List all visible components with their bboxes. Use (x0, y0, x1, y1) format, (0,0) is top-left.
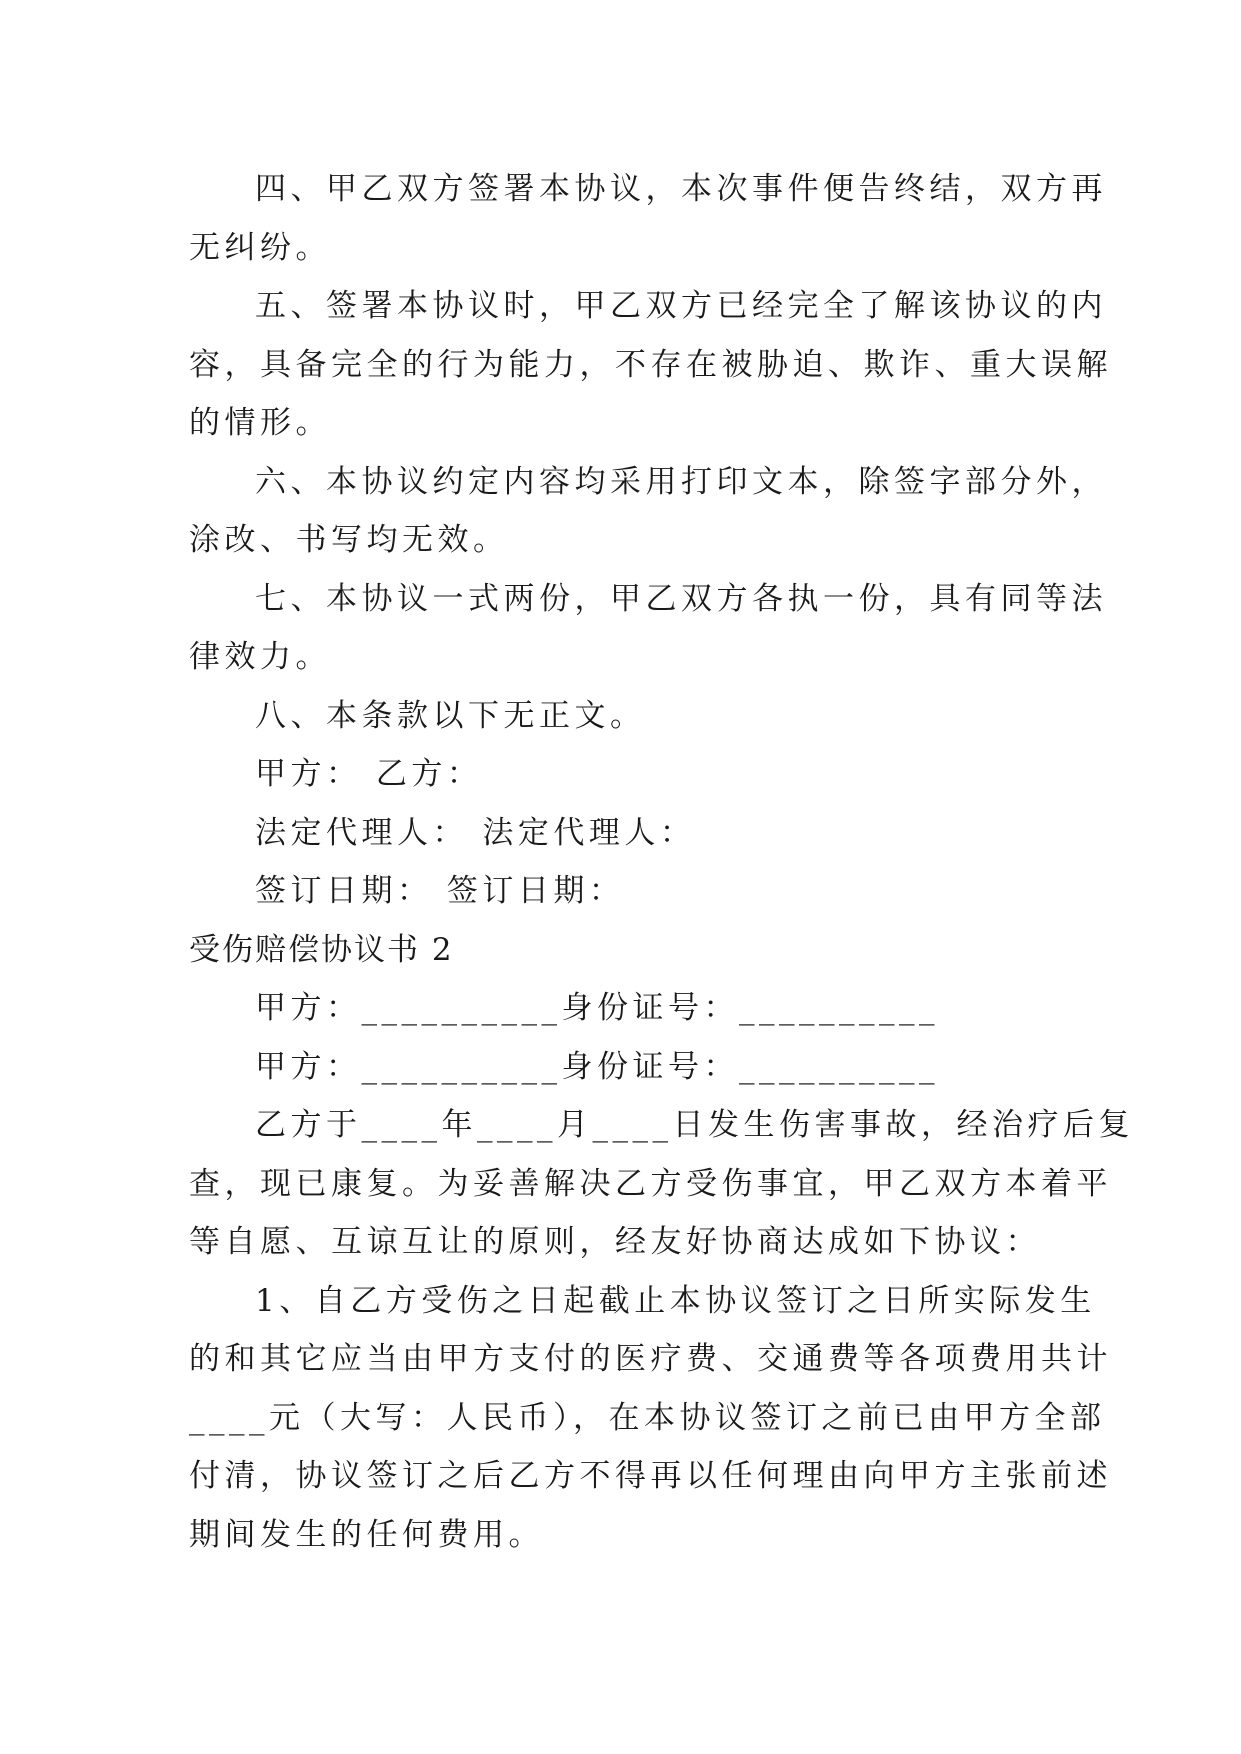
preamble-line-3: 等自愿、互谅互让的原则，经友好协商达成如下协议： (189, 1224, 1041, 1260)
clause-5-line-2: 容，具备完全的行为能力，不存在被胁迫、欺诈、重大误解 (189, 346, 1112, 383)
preamble-line-2: 查，现已康复。为妥善解决乙方受伤事宜，甲乙双方本着平 (189, 1165, 1112, 1202)
clause-6-line-2: 涂改、书写均无效。 (189, 522, 509, 558)
clause-7-line-2: 律效力。 (189, 639, 331, 675)
clause-8-line-1: 八、本条款以下无正文。 (255, 697, 646, 734)
clause-5-line-1: 五、签署本协议时，甲乙双方已经完全了解该协议的内 (255, 288, 1107, 324)
clause-5-line-3: 的情形。 (189, 405, 331, 441)
document-body (189, 160, 1134, 1564)
item-1-line-5: 期间发生的任何费用。 (189, 1516, 544, 1553)
item-1-line-3: ____元（大写：人民币），在本协议签订之前已由甲方全部 (189, 1399, 1106, 1436)
preamble-line-1: 乙方于____年____月____日发生伤害事故，经治疗后复 (255, 1107, 1134, 1143)
item-1-line-1: 1、自乙方受伤之日起截止本协议签订之日所实际发生 (255, 1282, 1096, 1319)
party-a-id-line-1: 甲方：__________身份证号：__________ (255, 990, 939, 1026)
signature-agents: 法定代理人： 法定代理人： (255, 814, 696, 851)
clause-4-line-2: 无纠纷。 (189, 229, 331, 266)
clause-7-line-1: 七、本协议一式两份，甲乙双方各执一份，具有同等法 (255, 580, 1107, 617)
party-a-id-line-2: 甲方：__________身份证号：__________ (255, 1048, 939, 1085)
clause-6-line-1: 六、本协议约定内容均采用打印文本，除签字部分外， (255, 463, 1107, 500)
item-1-line-2: 的和其它应当由甲方支付的医疗费、交通费等各项费用共计 (189, 1341, 1112, 1377)
signature-dates: 签订日期： 签订日期： (255, 873, 625, 909)
clause-4-line-1: 四、甲乙双方签署本协议，本次事件便告终结，双方再 (255, 171, 1107, 207)
item-1-line-4: 付清，协议签订之后乙方不得再以任何理由向甲方主张前述 (189, 1458, 1112, 1494)
document-2-title: 受伤赔偿协议书 2 (189, 931, 454, 968)
signature-parties: 甲方： 乙方： (255, 756, 483, 792)
